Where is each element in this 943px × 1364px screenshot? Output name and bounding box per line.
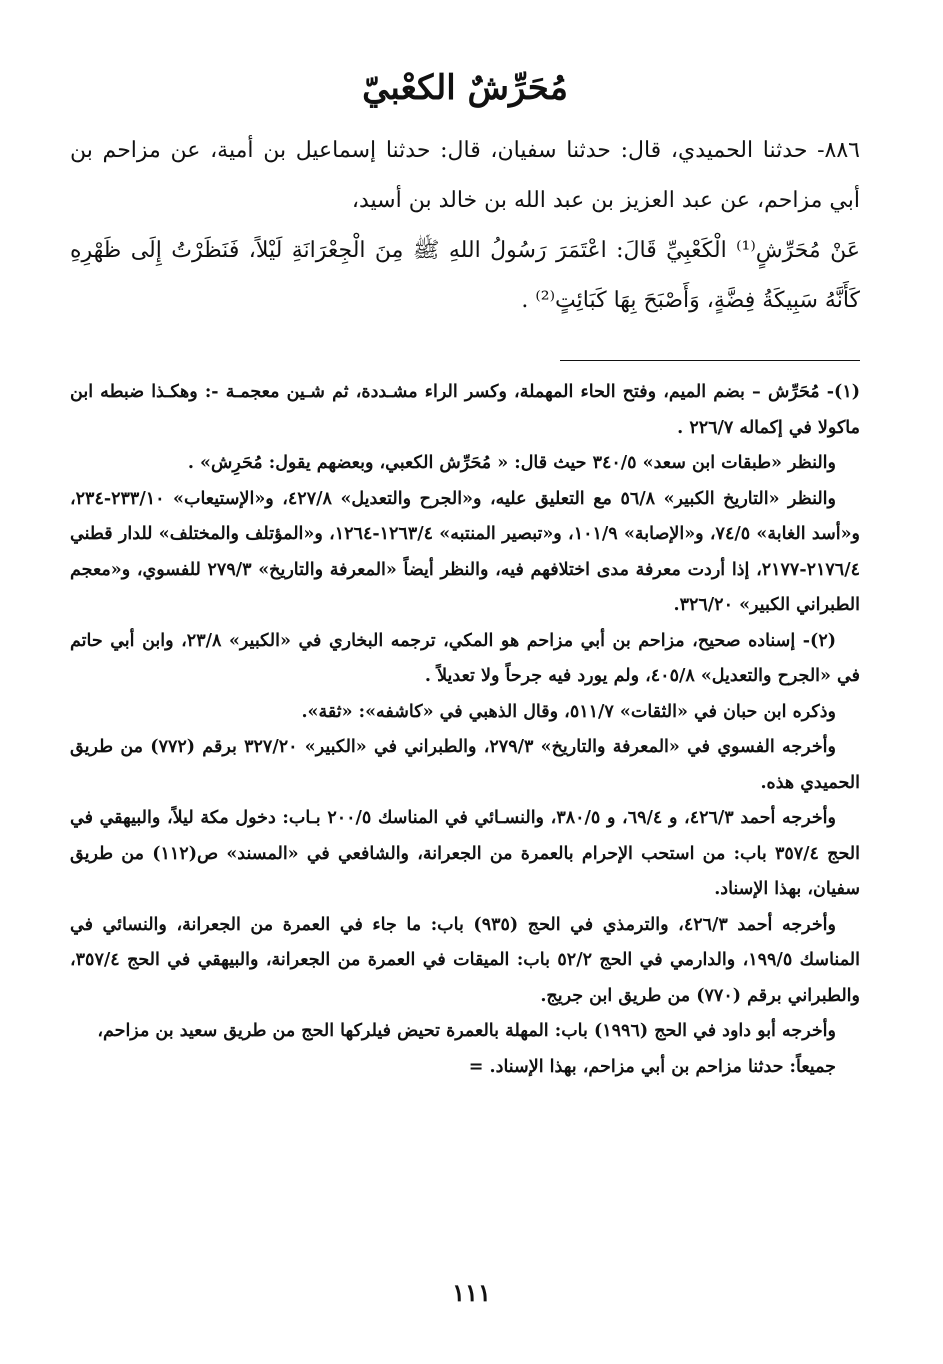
hadith-text [70, 126, 860, 326]
footnotes [70, 375, 860, 1085]
footnote-paragraph: والنظر «طبقات ابن سعد» ٣٤٠/٥ حيث قال: « مُحَرِّش الكعبي، وبعضهم يقول: مُحَرِش» . [187, 453, 836, 473]
footnote-paragraph: (٢)- إسناده صحيح، مزاحم بن أبي مزاحم هو المكي، ترجمه البخاري في «الكبير» ٢٣/٨، وابن أبي حاتم في «الجرح والتعديل» ٤٠٥/٨، ولم يورد فيه جرحاً ولا تعديلاً . [70, 630, 860, 686]
chapter-title: مُحَرِّشٌ الكعْبيّ [362, 68, 568, 108]
hadith-isnad: ٨٨٦- حدثنا الحميدي، قال: حدثنا سفيان، قال: حدثنا إسماعيل بن أمية، عن مزاحم بن أبي مزاحم، عن عبد العزيز بن عبد الله بن خالد بن أسيد، [70, 138, 860, 213]
footnote-paragraph: والنظر «التاريخ الكبير» ٥٦/٨ مع التعليق عليه، و«الجرح والتعديل» ٤٢٧/٨، و«الإستيعاب» ٢٣٣/١٠-٢٣٤، و«أسد الغابة» ٧٤/٥، و«الإصابة» ١٠١/٩، و«تبصير المنتبه» ١٢٦٣/٤-١٢٦٤، و«المؤتلف والمختلف» للدار قطني ٢١٧٦/٤-٢١٧٧، إذا أردت معرفة مدى اختلافهم فيه، والنظر أيضاً «المعرفة والتاريخ» ٢٧٩/٣ للفسوي، و«معجم الطبراني الكبير» ٣٢٦/٢٠. [70, 488, 860, 615]
page-body [70, 40, 860, 1085]
footnote-paragraph: وأخرجه أبو داود في الحج (١٩٩٦) باب: المهلة بالعمرة تحيض فيلركها الحج من طريق سعيد بن مزاحم، [97, 1021, 836, 1041]
hadith-matn: عَنْ مُحَرِّشٍ⁽¹⁾ الْكَعْبِيِّ قَالَ: اعْتَمَرَ رَسُولُ اللهِ ﷺ مِنَ الْجِعْرَانَةِ لَيْلاً، فَنَظَرْتُ إِلَى ظَهْرِهِ كَأَنَّهُ سَبِيكَةُ فِضَّةٍ، وَأَصْبَحَ بِهَا كَبَائِتٍ⁽²⁾ . [70, 238, 860, 313]
footnote-paragraph: وأخرجه أحمد ٤٢٦/٣، و ٦٩/٤، و ٣٨٠/٥، والنسـائي في المناسك ٢٠٠/٥ بـاب: دخول مكة ليلاً، والبيهقي في الحج ٣٥٧/٤ باب: من استحب الإحرام بالعمرة من الجعرانة، والشافعي في «المسند» ص(١١٢) من طريق سفيان، بهذا الإسناد. [70, 808, 860, 899]
page-number: ١١١ [452, 1278, 491, 1307]
footnote-paragraph: وأخرجه أحمد ٤٢٦/٣، والترمذي في الحج (٩٣٥) باب: ما جاء في العمرة من الجعرانة، والنسائي في المناسك ١٩٩/٥، والدارمي في الحج ٥٢/٢ باب: الميقات في العمرة من الجعرانة، والبيهقي في الحج ٣٥٧/٤، والطبراني برقم (٧٧٠) من طريق ابن جريج. [70, 914, 861, 1006]
footnote-paragraph: وأخرجه الفسوي في «المعرفة والتاريخ» ٢٧٩/٣، والطبراني في «الكبير» ٣٢٧/٢٠ برقم (٧٧٢) من طريق الحميدي هذه. [70, 737, 860, 793]
footnote-paragraph: جميعاً: حدثنا مزاحم بن أبي مزاحم، بهذا الإسناد. = [468, 1056, 836, 1077]
footnote-paragraph: (١)- مُحَرِّش – بضم الميم، وفتح الحاء المهملة، وكسر الراء مشـددة، ثم شـين معجمـة -: وهكـذا ضبطه ابن ماكولا في إكماله ٢٢٦/٧ . [70, 382, 860, 438]
footnote-paragraph: وذكره ابن حبان في «الثقات» ٥١١/٧، وقال الذهبي في «كاشفه»: «ثقة». [301, 701, 836, 722]
footnote-separator [560, 360, 860, 361]
